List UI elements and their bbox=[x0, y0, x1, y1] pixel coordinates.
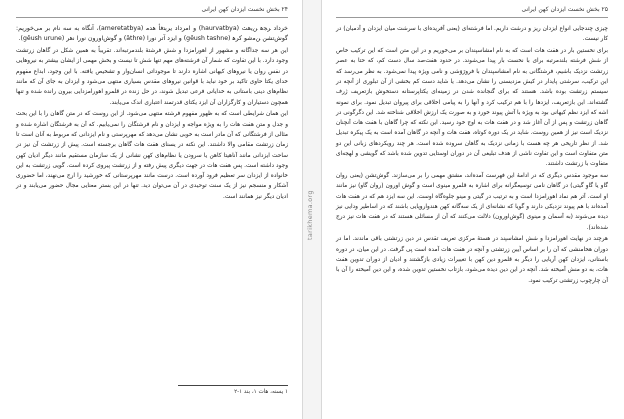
left-page bbox=[2, 0, 303, 419]
left-paragraph-2: این هر سه جداگانه و مشهور از اهورامزدا و شش فرشتهٔ بلندمرتبه‌اند. تقریباً به همین شکل در گاهان زرتشت وجود دارد. با این تفاوت که شمار آن فرشته‌های مهم تنها شش تا نیست و بخش مهمی از ایشان بیشتر به نیروهایی در نفس روان یا نیروهای کیهانی اشاره دارند تا موجوداتی انسان‌وار و تشخیص یافته. با این وجود، ابداع مفهوم خدای یکتا حاوی تاکید بر خود نباید با قوانین نیروهای مقدس بسیاری منتهی می‌شود و ایزدان به جای آن که مانند نظام‌های دینی باستانی به خدایانی فرعی تبدیل شوند، در حل زنده در قلمرو اهورامزدایی بیرون رانده شده و تنها همچون دستیاران و کارگزاران آن ایزد یکتای قدرتمند اعتباری اندک می‌یابند. bbox=[16, 48, 288, 106]
right-paragraph-1: چیزی چندجایی انواع ایزدان ریز و درشت داریم. اما فرشته‌ای (یعنی آفریده‌ای با سرشت میان ایزدان و آدمیان) در کار نیست. bbox=[336, 26, 608, 43]
footnote-divider bbox=[178, 385, 288, 386]
site-watermark: tarikhema.org bbox=[306, 190, 314, 240]
right-paragraph-3: سه موجود مقدس دیگری که در ادامهٔ این فهرست آمده‌اند، مشتق مهمی را بر می‌سازند. گوش‌تشن (یعنی روان گاو یا گاوِ گیتی) در گاهان نامی توسیعگرانه برای اشاره به قلمرو مینوی است و گوش اورون (روان گاو) نیز مانند او است. آتر هم نماد اهورامزدا است و به ترتیب در گیتی و مینو جلوه‌گاه اوست. این سه ایزد هم که در هفت هات آمده‌اند با هم پیوند نزدیکی دارند و گویا که نشانه‌ای از یک سه‌گانه کهن هندواروپایی باشند که در اساطیر ودایی نیز دیده می‌شوند (به آسمان و مینوی (گوش‌اورون) دلالت می‌کنند که آن از مسائلی هستند که در هفت هات نیز درج شده‌اند). bbox=[336, 173, 608, 231]
right-page bbox=[321, 0, 622, 419]
right-paragraph-2: برای نخستین بار در هفت هات است که به نام امشاسپندان بر می‌خوریم و در این متن است که این ترکیب خاص از شش فرشته بلندمرتبه برای با نخست بار پیدا می‌شوند. در حدود هفت‌صد سال دست کم، که حتا به عصر زرتشت نزدیک باشیم، فرشتگانی به نام امشاسپندان با فرورَوَشی و نامی ویژه پیدا نمی‌شود. به نظر می‌رسد که این ترکیب، سرشتی پایدار در کیش مزدیسنی را نشان می‌دهد. یا شاید دست کم بخشی از آن تبلوری از آنچه در سیستم زرتشت بوده باشد. هستند که برای گنجانده شدن در زمینه‌ای یکتاپرستانه دستخوش بازتعریف ژرف گشته‌اند. این بازتعریف، ایزدها را با هم ترکیب کرد و آنها را به پیامی اخلاقی برای پیروان تبدیل نمود. برای نمونه اشه که ایزد نظم کیهانی بود به ویژه با آتش پیوند خورد و به صورت یک ارزش اخلاقی شناخته شد. این دگرگونی در گاهان زرتشت و پس از آن آغاز شد و در هفت هات به اوج خود رسید. این نکته که چرا گاهان با هفت هات آنچنان نزدیک است نیز از همین روست. شاید در یک دوره کوتاه، هفت هات و آنچه در گاهان آمده است به یک پیکره تبدیل شد. از نظر تاریخی هر چه هست با زمانی نزدیک به گاهان سروده شده است. هر چند رویکردهای زبانی این دو متن متفاوت است و این تفاوت ناشی از هدف تبلیغی آن در دوران اوستایی تدوین شده باشد که گویشی و لهجه‌ای متفاوت با زرتشت داشتند. bbox=[336, 48, 608, 168]
left-page-footnote: ۱ یسنه، هات ۱، بند ۱-۲ bbox=[234, 389, 288, 395]
left-paragraph-1: خرداد ﺮﺠﻫ ﻦﻳﻫﺚ (haurvatbya) و امرداد ﻳﺮﺑﺘﻓﺄ ﻫﺪﻣ (ameretatbya)، آنگاه به سه نام بر می‌خوریم: گوش‌تشن ﻦﻣﺷﻮ ﻛﺮﻫ (gēush tashne) و ایزد آتر ﻧﻭﺭﺍ (āthre) و گوش‌اورون ﻧﻭﺭﺍ ﻧﻫﺮ (gēush urune). bbox=[16, 25, 288, 43]
left-page-body bbox=[16, 24, 288, 204]
left-paragraph-3: این همان شرایطی است که به ظهور مفهوم فرشته منتهی می‌شود. از این روست که در متن گاهان را با این بحث و جدل و متن هفت هات را به ویژه مواجه و ایزدان و نام فرشتگان را نمی‌یابیم. که آن به فرشتگان اشاره شده و مثالی از فرشتگانی که آن مادر است به خوبی نشان می‌دهد که مهرپرستی و نام ایزدانی که مربوط به آنان است تا زمان زرتشت مقامی والا داشتند. این نکته در یسنای هفت هات گاهان برجسته است. پیش از زرتشت آن نیز در ساحت ایزدانی مانند آناهیتا کاهن یا سرودن یا نظام‌های کهن نشانی از یک سازمان مستقیم مانند دیگر ادیان کهن وجود داشته است. پس هفت هات در جهت دیگری پیش رفته و از زرتشت پیروی کرده است. گویی زرتشت به این خانواده از ایزدان سر تعظیم فرود آورده است. درست مانند مهرپرستانی که خورشید را ارج می‌نهند، اما حضوری آشکار و منسجم نیز از یک سنت توحیدی در آن می‌توان دید. تنها در این بستر معنایی مجال حضور می‌یابند و در ادیان دیگر نیز همانند است. bbox=[16, 111, 288, 200]
right-page-header: ۲۵ بخش نخست ایزدان کهن ایرانی bbox=[336, 6, 608, 18]
right-paragraph-4: هرچند در نهایت اهورامزدا و شش امشاسپند در هستهٔ مرکزی تعریف تقدس در دین زرتشتی باقی ماندند. اما در دوران هخامنشی که آن را بر اساس آیین زرتشتی و آنچه در هفت هات آمده است پی گرفت. در این میان، در دوره باستانی، ایزدان کهن آریایی را دیگر به قلمرو دین کهن با تغییرات زیادی بازگشتند و ادیان از دوران تدوین هفت هات، به دو منش آمیخته شد. آنچه در این دین دیده می‌شود، بازتاب نخستین تدوین شده، و این دین آمیخته را آن با آن چارچوب زرتشتی ترکیب نمود. bbox=[336, 236, 608, 284]
right-page-body bbox=[336, 24, 608, 287]
left-page-header: ۲۴ بخش نخست ایزدان کهن ایرانی bbox=[16, 6, 288, 18]
